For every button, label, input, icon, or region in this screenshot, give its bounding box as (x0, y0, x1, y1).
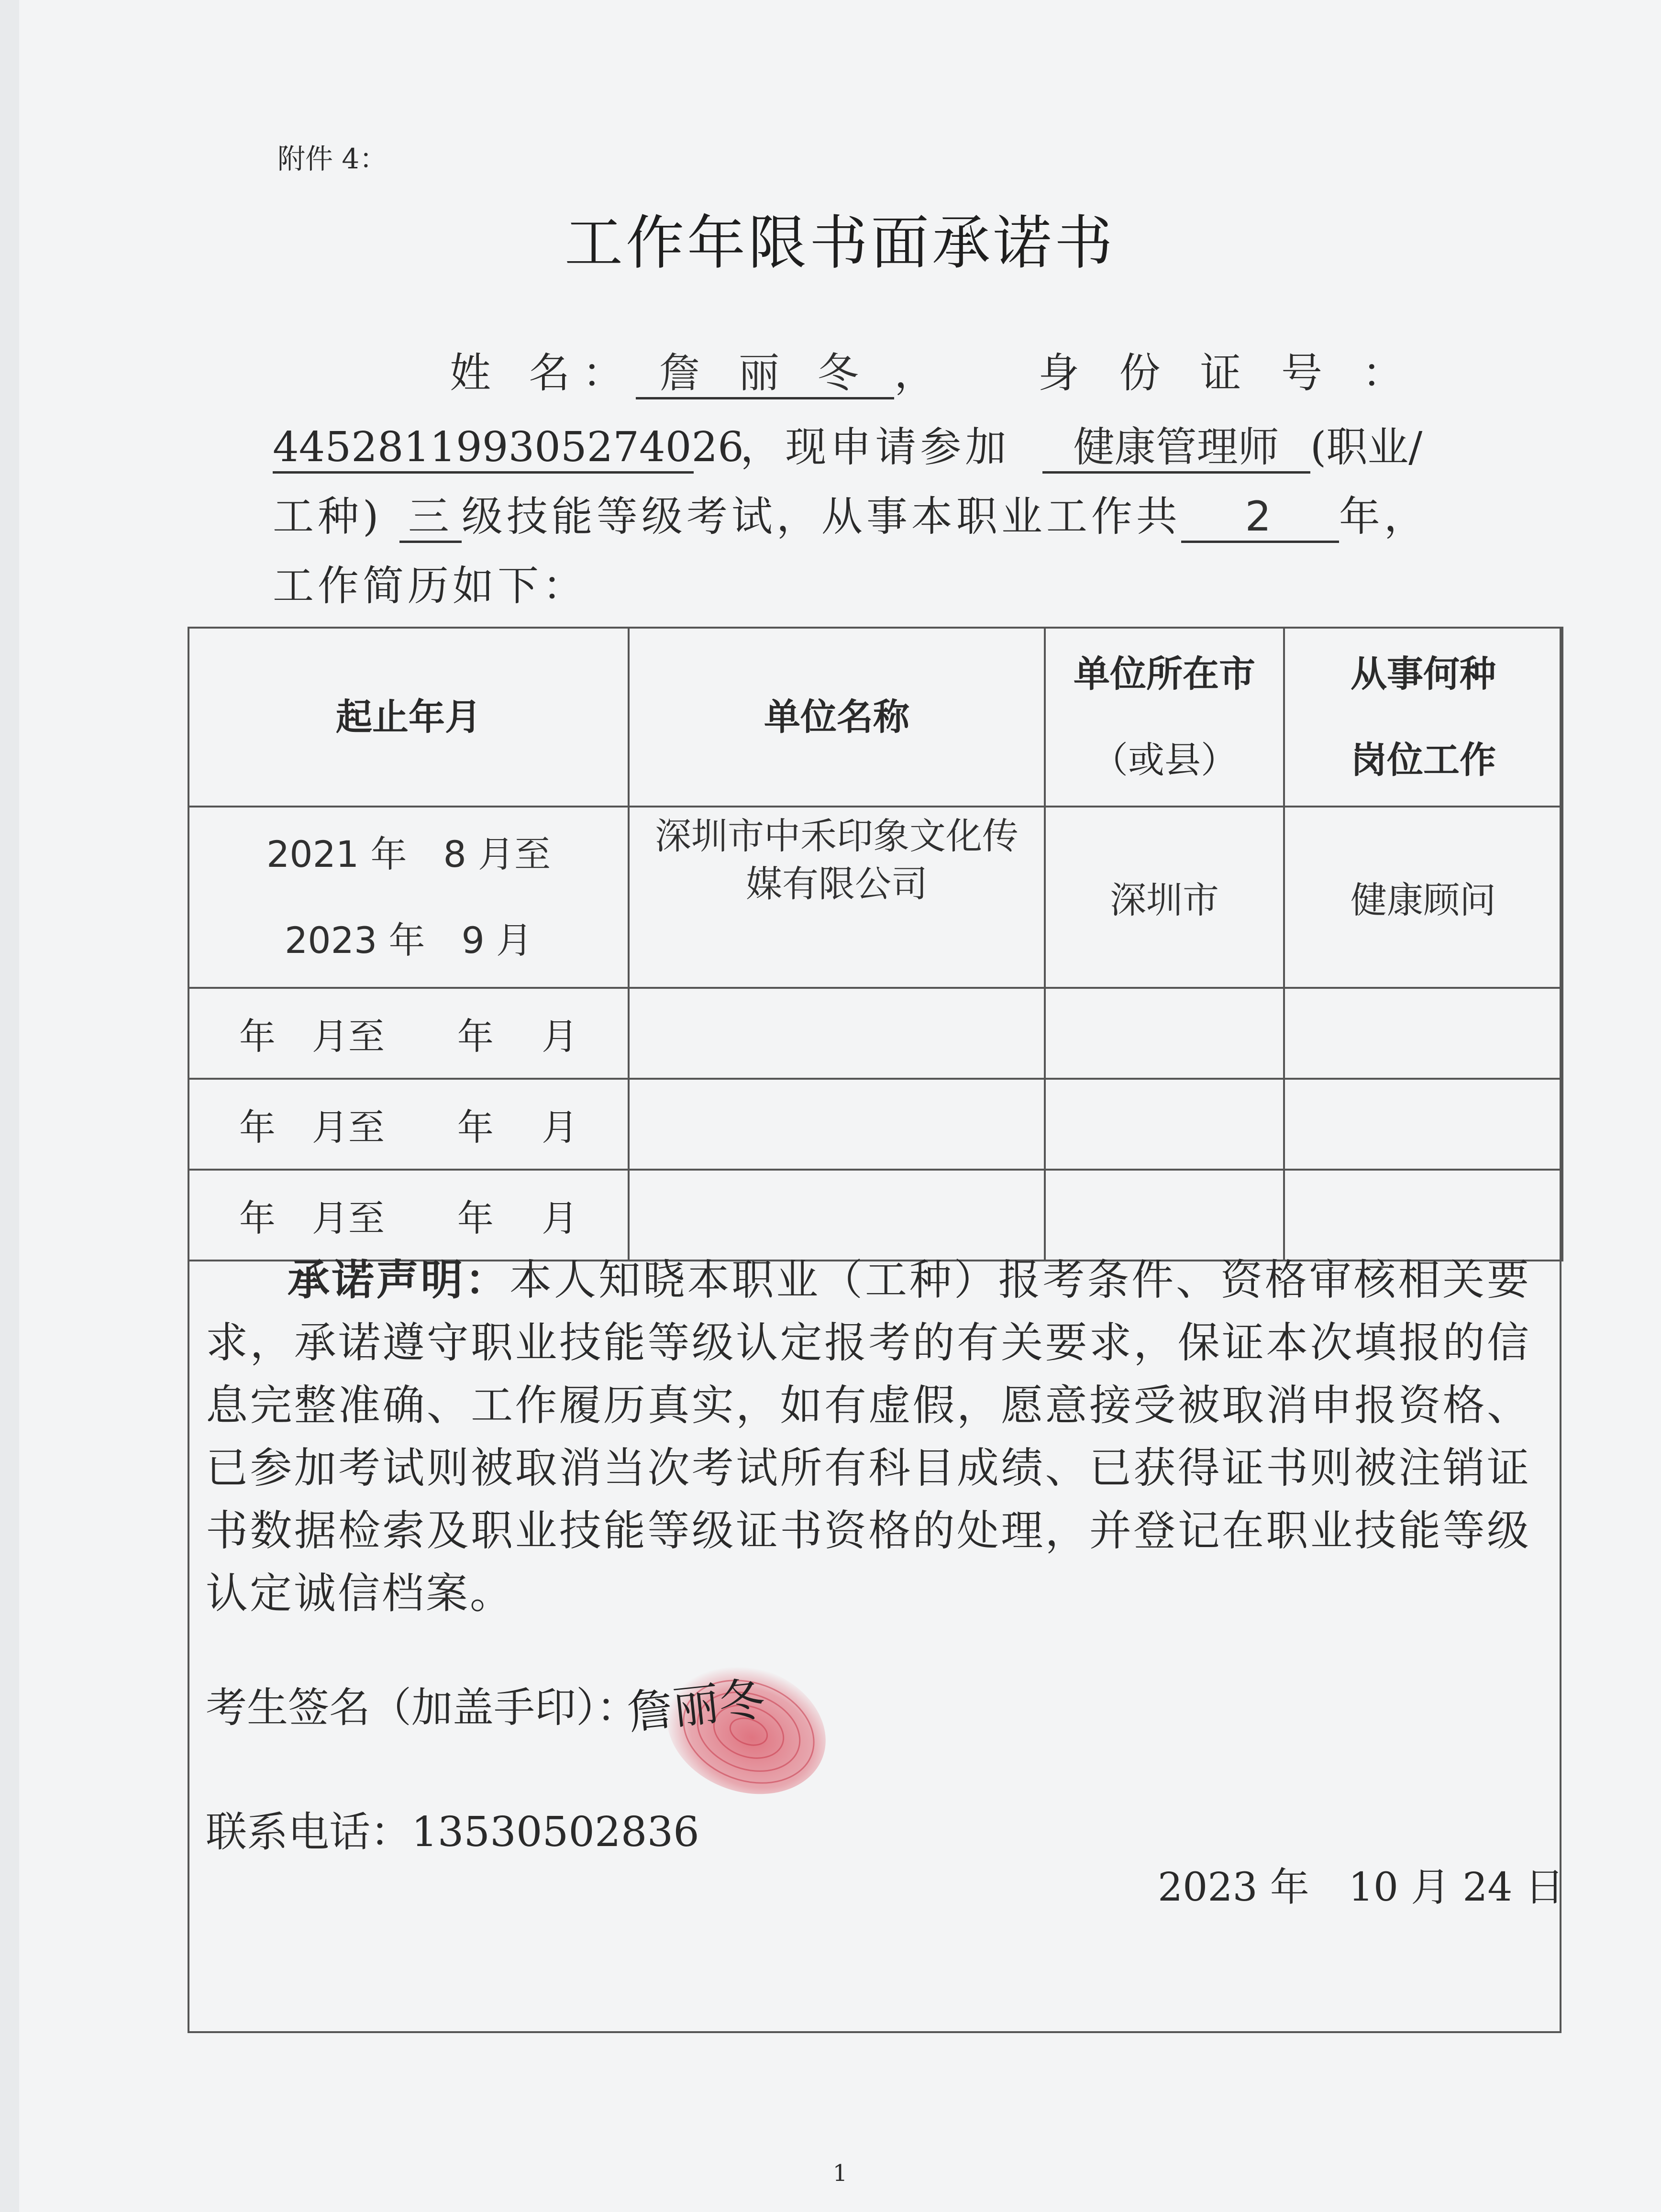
page-number: 1 (832, 2160, 848, 2187)
line3-prefix: 工种) (273, 493, 383, 541)
id-label: 身 份 证 号 ： (1038, 349, 1417, 397)
occupation-suffix: (职业/ (1310, 423, 1423, 471)
signature-label: 考生签名（加盖手印）： (206, 1684, 638, 1732)
row1-city: 深圳市 (1045, 807, 1284, 988)
row-period: 年 月至 年 月 (188, 1079, 629, 1170)
header-position: 从事何种 岗位工作 (1284, 628, 1562, 807)
row-period: 年 月至 年 月 (188, 1170, 629, 1261)
table-header-row (188, 628, 1562, 807)
declaration-text (206, 1249, 1531, 1625)
table-row (188, 1170, 1562, 1261)
contact-phone: 13530502836 (411, 1808, 699, 1856)
attachment-label: 附件 4： (277, 143, 388, 175)
header-city: 单位所在市 （或县） (1045, 628, 1284, 807)
signature-name: 詹丽冬 (624, 1672, 767, 1740)
name-label: 姓 名： (450, 349, 636, 397)
id-line (273, 414, 1422, 474)
contact-line (206, 1799, 699, 1858)
row1-period: 2021 年 8 月至 2023 年 9 月 (188, 807, 629, 988)
header-period: 起止年月 (188, 628, 629, 807)
occupation-value: 健康管理师 (1042, 424, 1310, 474)
document-page (19, 0, 1661, 2212)
contact-label: 联系电话： (206, 1808, 411, 1856)
row-period: 年 月至 年 月 (188, 988, 629, 1079)
id-number: 445281199305274026 (273, 424, 694, 474)
apply-text: ，现申请参加 (740, 423, 1010, 471)
work-history-table (188, 627, 1563, 1261)
level-suffix: 级技能等级考试，从事本职业工作共 (461, 493, 1181, 541)
table-row (188, 1079, 1562, 1170)
page-title: 工作年限书面承诺书 (565, 209, 1116, 277)
applicant-name: 詹 丽 冬 (636, 350, 894, 399)
years-suffix: 年， (1339, 493, 1429, 541)
resume-intro: 工作简历如下： (273, 562, 587, 610)
declaration-body: 本人知晓本职业（工种）报考条件、资格审核相关要求，承诺遵守职业技能等级认定报考的有关要求，保证本次填报的信息完整准确、工作履历真实，如有虚假，愿意接受被取消申报资格、已参加考试则被取消当次考试所有科目成绩、已获得证书则被注销证书数据检索及职业技能等级证书资格的处理，并登记在职业技能等级认定诚信档案。 (206, 1255, 1531, 1618)
table-row (188, 988, 1562, 1079)
declaration-title: 承诺声明： (287, 1255, 510, 1305)
header-company: 单位名称 (629, 628, 1045, 807)
sign-date: 2023 年 10 月 24 日 (1158, 1865, 1564, 1910)
years-value: 2 (1181, 493, 1339, 543)
name-line: 姓 名： 詹 丽 冬 ， (450, 340, 948, 399)
level-value: 三 (399, 493, 462, 543)
level-line (273, 483, 1429, 543)
row1-position: 健康顾问 (1284, 807, 1562, 988)
row1-company: 深圳市中禾印象文化传媒有限公司 (629, 807, 1045, 988)
table-row (188, 807, 1562, 988)
